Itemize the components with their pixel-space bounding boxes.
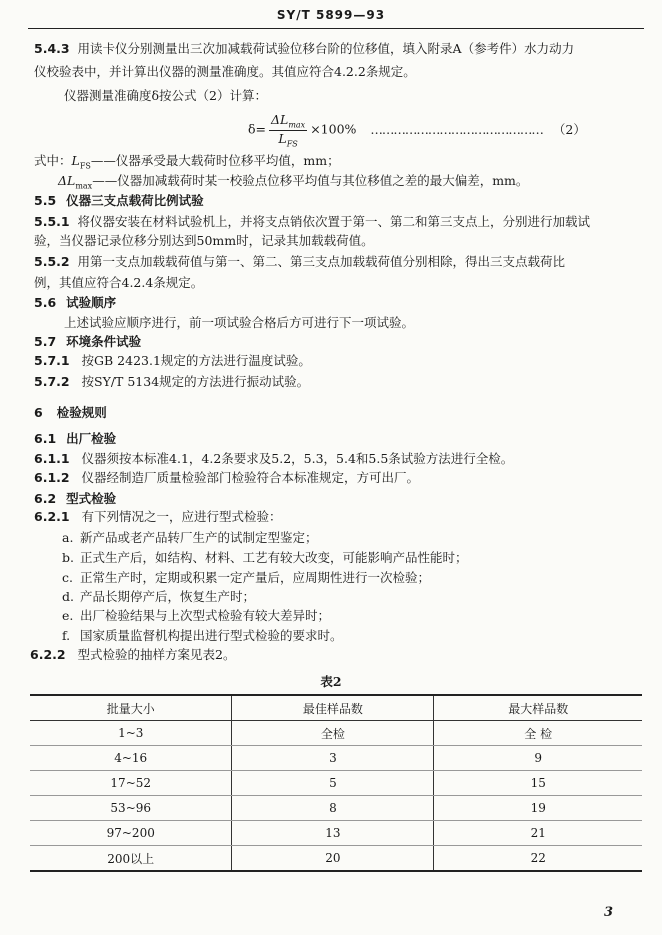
clause-5-7-2: 5.7.2 按SY/T 5134规定的方法进行振动试验。 bbox=[34, 374, 310, 389]
table-cell: 9 bbox=[434, 746, 642, 771]
section-6-1-heading: 6.1 出厂检验 bbox=[34, 431, 117, 446]
clause-5-4-3-line2: 仪校验表中，并计算出仪器的测量准确度。其值应符合4.2.2条规定。 bbox=[34, 64, 416, 79]
section-5-5-heading: 5.5 仪器三支点载荷比例试验 bbox=[34, 193, 204, 208]
table-cell: 1~3 bbox=[30, 721, 232, 746]
table-cell: 17~52 bbox=[30, 771, 232, 796]
section-5-7-heading: 5.7 环境条件试验 bbox=[34, 334, 142, 349]
section-6-2-heading: 6.2 型式检验 bbox=[34, 491, 117, 506]
table-row bbox=[30, 746, 642, 771]
clause-5-4-3-line1 bbox=[34, 40, 574, 58]
table-cell: 8 bbox=[232, 796, 434, 821]
clause-text: 用读卡仪分别测量出三次加减载荷试验位移台阶的位移值，填入附录A（参考件）水力动力 bbox=[77, 41, 575, 56]
clause-5-5-1-line1: 5.5.1 将仪器安装在材料试验机上，并将支点销依次置于第一、第二和第三支点上，分别进行加载试 bbox=[34, 214, 591, 229]
table-cell: 20 bbox=[232, 846, 434, 872]
clause-number: 5.4.3 bbox=[34, 41, 70, 56]
formula-lhs: δ= bbox=[248, 121, 266, 137]
formula-2 bbox=[248, 112, 586, 148]
document-header: SY/T 5899—93 bbox=[276, 8, 386, 22]
formula-numerator: $\Delta L_{max}$ bbox=[271, 112, 306, 130]
list-item: b. 正式生产后，如结构、材料、工艺有较大改变，可能影响产品性能时； bbox=[62, 550, 468, 565]
formula-denominator: $L_{FS}$ bbox=[278, 130, 298, 148]
clause-6-1-1: 6.1.1 仪器须按本标准4.1，4.2条要求及5.2，5.3，5.4和5.5条试验方法进行全检。 bbox=[34, 451, 514, 466]
clause-6-2-1: 6.2.1 有下列情况之一，应进行型式检验： bbox=[34, 509, 282, 524]
table-cell: 5 bbox=[232, 771, 434, 796]
clause-5-5-2-line1: 5.5.2 用第一支点加载载荷值与第一、第二、第三支点加载载荷值分别相除，得出三支点载荷比 bbox=[34, 254, 566, 269]
table-cell: 22 bbox=[434, 846, 642, 872]
formula-fraction bbox=[269, 112, 307, 148]
column-header: 最大样品数 bbox=[434, 695, 642, 721]
table-row bbox=[30, 796, 642, 821]
list-item: a. 新产品或老产品转厂生产的试制定型鉴定； bbox=[62, 530, 318, 545]
where-line1: 式中：$L_{FS}——$仪器承受最大载荷时位移平均值，mm； bbox=[34, 153, 340, 171]
column-header: 批量大小 bbox=[30, 695, 232, 721]
table-cell: 200以上 bbox=[30, 846, 232, 872]
table-cell: 19 bbox=[434, 796, 642, 821]
table-row bbox=[30, 846, 642, 872]
formula-tail: ×100% bbox=[310, 121, 357, 137]
sampling-table bbox=[30, 694, 642, 872]
table-title: 表2 bbox=[320, 674, 342, 689]
where-line2: $\Delta L_{max}——$仪器加减载荷时某一校验点位移平均值与其位移值之差的最大偏差，mm。 bbox=[58, 173, 529, 191]
chapter-6-heading: 6 检验规则 bbox=[34, 405, 107, 420]
list-item: c. 正常生产时，定期或积累一定产量后，应周期性进行一次检验； bbox=[62, 570, 431, 585]
column-header: 最佳样品数 bbox=[232, 695, 434, 721]
table-cell: 全 检 bbox=[434, 721, 642, 746]
section-5-6-heading: 5.6 试验顺序 bbox=[34, 295, 117, 310]
table-cell: 全检 bbox=[232, 721, 434, 746]
clause-6-1-2: 6.1.2 仪器经制造厂质量检验部门检验符合本标准规定，方可出厂。 bbox=[34, 470, 420, 485]
page-number: 3 bbox=[604, 905, 614, 920]
table-cell: 13 bbox=[232, 821, 434, 846]
table-cell: 97~200 bbox=[30, 821, 232, 846]
list-item: f. 国家质量监督机构提出进行型式检验的要求时。 bbox=[62, 628, 343, 643]
table-cell: 4~16 bbox=[30, 746, 232, 771]
clause-5-5-2-line2: 例，其值应符合4.2.4条规定。 bbox=[34, 275, 204, 290]
table-cell: 15 bbox=[434, 771, 642, 796]
table-row bbox=[30, 821, 642, 846]
clause-5-4-3-line3: 仪器测量准确度δ按公式（2）计算： bbox=[64, 88, 267, 103]
clause-6-2-2: 6.2.2 型式检验的抽样方案见表2。 bbox=[30, 647, 236, 662]
clause-5-6-text: 上述试验应顺序进行，前一项试验合格后方可进行下一项试验。 bbox=[64, 315, 415, 330]
table-cell: 53~96 bbox=[30, 796, 232, 821]
table-cell: 3 bbox=[232, 746, 434, 771]
list-item: e. 出厂检验结果与上次型式检验有较大差异时； bbox=[62, 608, 331, 623]
table-cell: 21 bbox=[434, 821, 642, 846]
clause-5-7-1: 5.7.1 按GB 2423.1规定的方法进行温度试验。 bbox=[34, 353, 311, 368]
formula-number: （2） bbox=[552, 121, 586, 137]
table-header-row bbox=[30, 695, 642, 721]
table-row bbox=[30, 771, 642, 796]
clause-5-5-1-line2: 验，当仪器记录位移分别达到50mm时，记录其加载载荷值。 bbox=[34, 233, 374, 248]
table-row bbox=[30, 721, 642, 746]
header-rule bbox=[28, 28, 644, 29]
formula-leader: ……………………………………… bbox=[370, 121, 543, 137]
list-item: d. 产品长期停产后，恢复生产时； bbox=[62, 589, 256, 604]
